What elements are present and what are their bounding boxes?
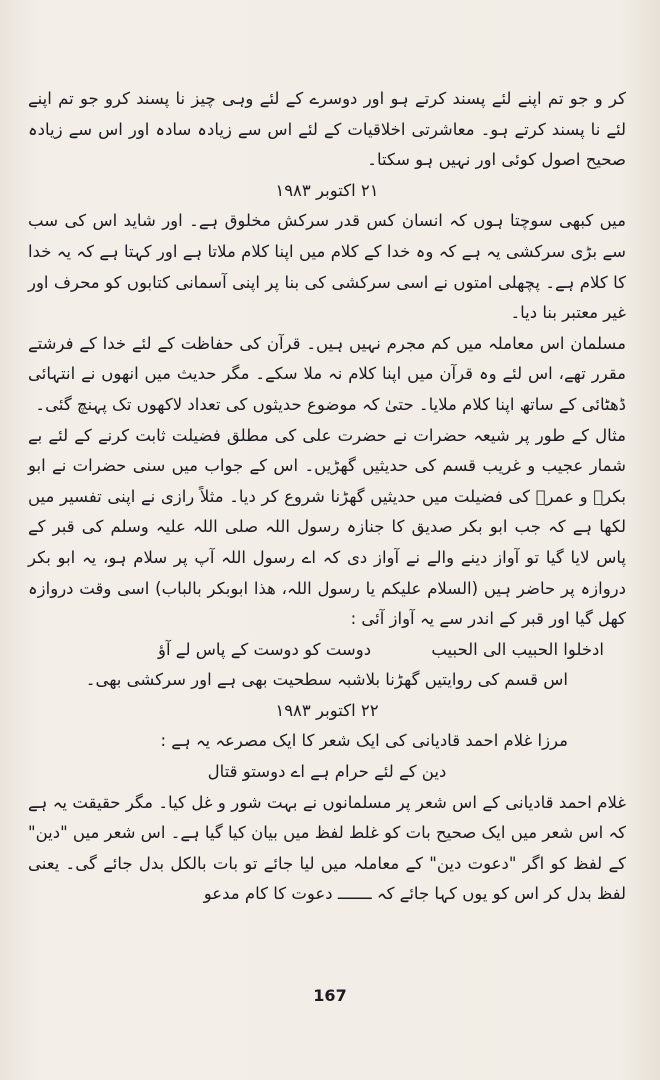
paragraph: میں کبھی سوچتا ہوں کہ انسان کس قدر سرکش مخلوق ہے۔ اور شاید اس کی سب سے بڑی سرکشی یہ ہے کہ وہ خدا کے کلام میں اپنا کلام ملاتا ہے اور کہتا ہے کہ یہ خدا کا کلام ہے۔ پچھلی امتوں نے اسی سرکشی کی بنا پر اپنی آسمانی کتابوں کو محرف اور غیر معتبر بنا دیا۔ <box>28 211 626 323</box>
body-text <box>28 788 626 910</box>
quoted-couplet <box>28 635 626 666</box>
intro-line: مرزا غلام احمد قادیانی کی ایک شعر کا ایک مصرعہ یہ ہے : <box>160 731 568 751</box>
paragraph: غلام احمد قادیانی کے اس شعر پر مسلمانوں نے بہت شور و غل کیا۔ مگر حقیقت یہ ہے کہ اس شعر میں ایک صحیح بات کو غلط لفظ میں بیان کیا گیا ہے۔ اس شعر میں "دین" کے لفظ کو اگر "دعوت دین" کے معاملہ میں لیا جائے تو بات بالکل بدل جائے گی۔ یعنی لفظ بدل کر اس کو یوں کہا جائے کہ ـــــــ دعوت کا کام مدعو <box>28 792 626 904</box>
entry-date: ۲۲ اکتوبر ۱۹۸۳ <box>275 700 379 720</box>
couplet-urdu: دوست کو دوست کے پاس لے آؤ <box>158 639 372 659</box>
verse-line: دین کے لئے حرام ہے اے دوستو قتال <box>207 762 447 782</box>
entry-date: ۲۱ اکتوبر ۱۹۸۳ <box>275 180 379 200</box>
paragraph: اس قسم کی روایتیں گھڑنا بلاشبہ سطحیت بھی ہے اور سرکشی بھی۔ <box>85 670 568 690</box>
paragraph: مثال کے طور پر شیعہ حضرات نے حضرت علی کی مطلق فضیلت ثابت کرنے کے لئے بے شمار عجیب و غریب قسم کی حدیثیں گھڑیں۔ اس کے جواب میں سنی حضرات نے ابو بکرؓ و عمرؓ کی فضیلت میں حدیثیں گھڑنا شروع کر دیا۔ مثلاً رازی نے اپنی تفسیر میں لکھا ہے کہ جب ابو بکر صدیق کا جنازہ رسول اللہ صلی اللہ علیہ وسلم کی قبر کے پاس لایا گیا تو آواز دینے والے نے آواز دی کہ اے رسول اللہ آپ پر سلام ہو، یہ ابو بکر دروازہ پر حاضر ہیں (السلام علیکم یا رسول اللہ، ھذا ابوبکر بالباب) اسی وقت دروازہ کھل گیا اور قبر کے اندر سے یہ آواز آئی : <box>28 425 626 629</box>
body-text <box>28 84 626 176</box>
body-text <box>28 206 626 634</box>
paragraph: کر و جو تم اپنے لئے پسند کرتے ہو اور دوسرے کے لئے وہی چیز نا پسند کرو جو تم اپنے لئے نا پسند کرتے ہو۔ معاشرتی اخلاقیات کے لئے اس سے زیادہ سادہ اور اس سے زیادہ صحیح اصول کوئی اور نہیں ہو سکتا۔ <box>28 89 626 170</box>
couplet-arabic: ادخلوا الحبیب الی الحبیب <box>431 639 604 659</box>
page-number: 167 <box>313 986 347 1005</box>
paragraph: مسلمان اس معاملہ میں کم مجرم نہیں ہیں۔ قرآن کی حفاظت کے لئے خدا کے فرشتے مقرر تھے، اس لئے وہ قرآن میں اپنا کلام نہ ملا سکے۔ مگر حدیث میں انھوں نے انتہائی ڈھٹائی کے ساتھ اپنا کلام ملایا۔ حتیٰ کہ موضوع حدیثوں کی تعداد لاکھوں تک پہنچ گئی۔ <box>28 333 626 414</box>
